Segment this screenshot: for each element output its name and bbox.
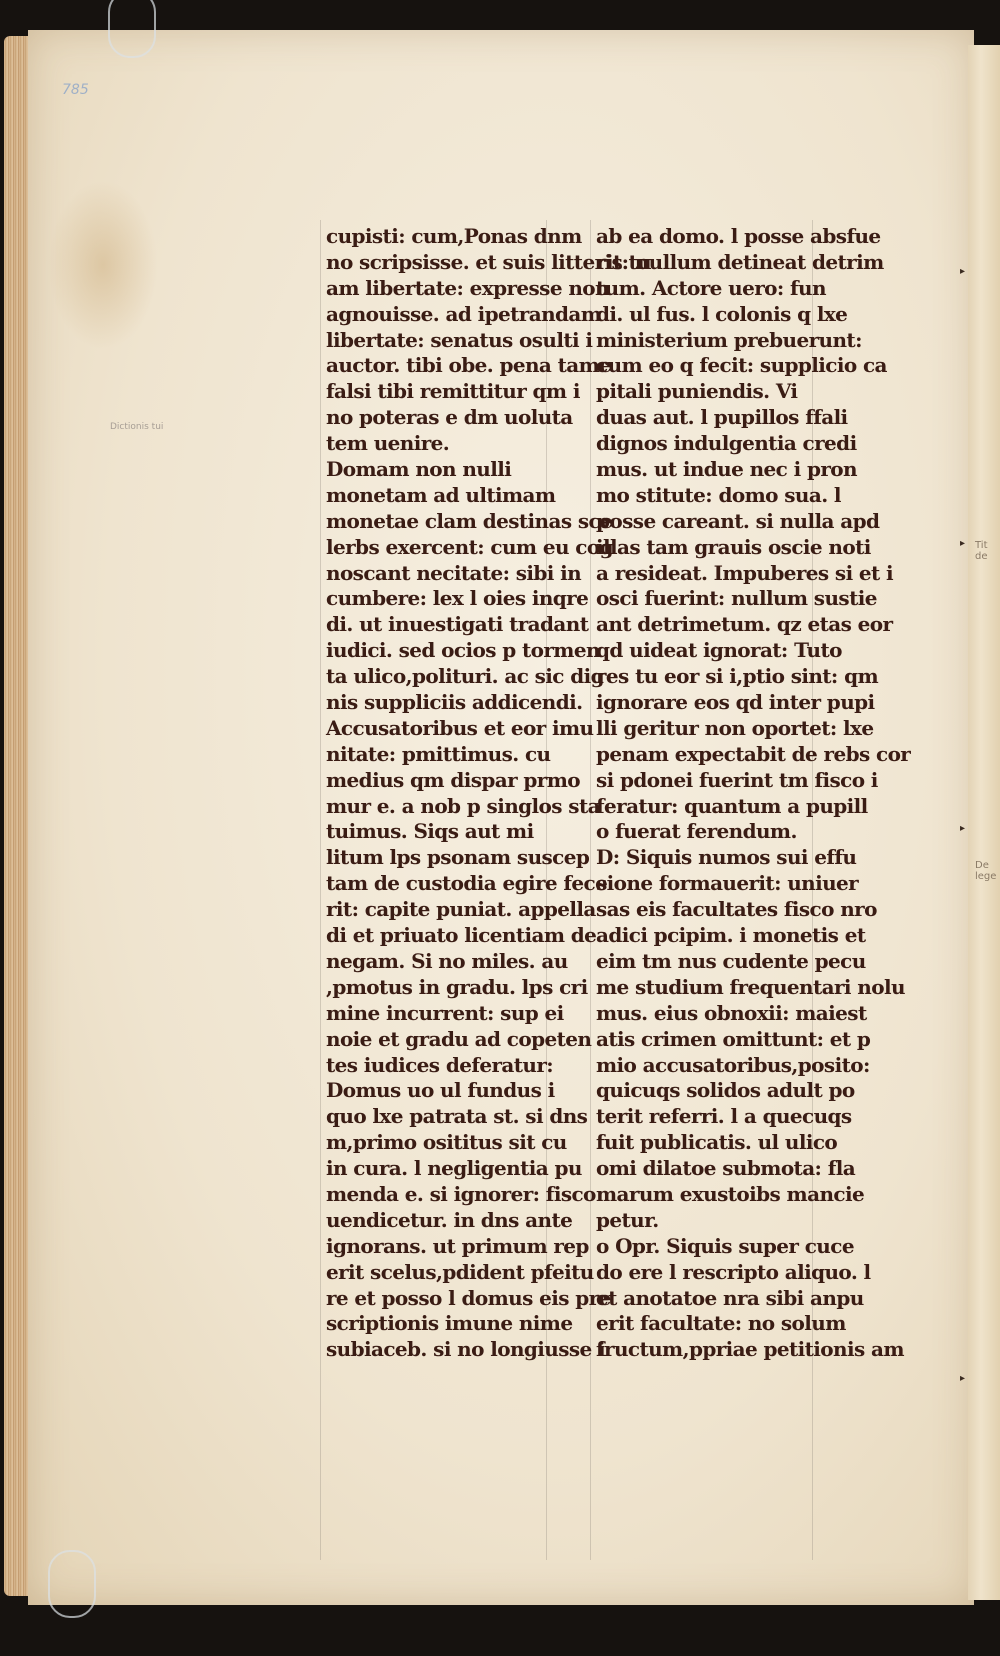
- text-line: nitate: pmittimus. cu: [326, 741, 551, 766]
- text-line: posse careant. si nulla apd: [596, 508, 880, 533]
- text-line: subiaceb. si no longiusse i: [326, 1337, 606, 1362]
- text-line: sione formauerit: uniuer: [596, 871, 859, 896]
- text-line: auctor. tibi obe. pena tame: [326, 353, 612, 378]
- text-line: o Opr. Siquis super cuce: [596, 1233, 854, 1258]
- text-line: m,primo osititus sit cu: [326, 1130, 567, 1155]
- text-line: petur.: [596, 1207, 659, 1232]
- text-line: tuimus. Siqs aut mi: [326, 819, 534, 844]
- text-line: a resideat. Impuberes si et i: [596, 560, 894, 585]
- text-line: no poteras e dm uoluta: [326, 405, 573, 430]
- text-line: agnouisse. ad ipetrandam: [326, 301, 602, 326]
- text-line: iudici. sed ocios p tormen: [326, 638, 600, 663]
- text-line: res tu eor si i,ptio sint: qm: [596, 664, 879, 689]
- ruling-line: [320, 220, 321, 1560]
- text-line: do ere l rescripto aliquo. l: [596, 1259, 871, 1284]
- text-line: lli geritur non oportet: lxe: [596, 715, 874, 740]
- gathering-mark: ▸: [960, 1373, 966, 1384]
- text-line: cum eo q fecit: supplicio ca: [596, 353, 887, 378]
- text-line: tam de custodia egire fece: [326, 871, 608, 896]
- text-line: ignorans. ut primum rep: [326, 1233, 589, 1258]
- leaf-note-2: De lege: [975, 860, 997, 882]
- text-line: lerbs exercent: cum eu cog: [326, 534, 613, 559]
- text-line: Domam non nulli: [326, 457, 512, 482]
- text-line: ant detrimetum. qz etas eor: [596, 612, 893, 637]
- text-line: osci fuerint: nullum sustie: [596, 586, 877, 611]
- text-line: tes iudices deferatur:: [326, 1052, 554, 1077]
- text-line: monetae clam destinas sce: [326, 508, 613, 533]
- text-line: ministerium prebuerunt:: [596, 327, 862, 352]
- text-line: litum lps psonam suscep: [326, 845, 590, 870]
- text-line: medius qm dispar prmo: [326, 767, 581, 792]
- text-line: di. ut inuestigati tradant: [326, 612, 589, 637]
- text-line: di et priuato licentiam de: [326, 923, 597, 948]
- text-line: adici pcipim. i monetis et: [596, 923, 866, 948]
- text-line: o fuerat ferendum.: [596, 819, 797, 844]
- text-line: di. ul fus. l colonis q lxe: [596, 301, 848, 326]
- text-line: penam expectabit de rebs cor: [596, 741, 911, 766]
- text-line: illas tam grauis oscie noti: [596, 534, 871, 559]
- text-line: Domus uo ul fundus i: [326, 1078, 555, 1103]
- text-line: fuit publicatis. ul ulico: [596, 1130, 838, 1155]
- text-line: me studium frequentari nolu: [596, 974, 905, 999]
- gathering-mark: ▸: [960, 823, 966, 834]
- text-line: cupisti: cum,Ponas dnm: [326, 224, 582, 248]
- gathering-mark: ▸: [960, 538, 966, 549]
- text-line: terit referri. l a quecuqs: [596, 1104, 852, 1129]
- text-line: rit: nullum detineat detrim: [596, 249, 884, 274]
- text-line: scriptionis imune nime: [326, 1311, 573, 1336]
- text-line: ab ea domo. l posse absfue: [596, 224, 881, 248]
- text-line: am libertate: expresse non: [326, 275, 609, 300]
- text-line: tum. Actore uero: fun: [596, 275, 826, 300]
- text-line: in cura. l negligentia pu: [326, 1156, 582, 1181]
- text-line: mus. eius obnoxii: maiest: [596, 1000, 867, 1025]
- text-line: marum exustoibs mancie: [596, 1181, 865, 1206]
- text-line: ta ulico,polituri. ac sic dig: [326, 664, 605, 689]
- text-line: nis suppliciis addicendi.: [326, 690, 583, 715]
- text-line: atis crimen omittunt: et p: [596, 1026, 871, 1051]
- text-line: no scripsisse. et suis litteris tu: [326, 249, 652, 274]
- margin-note: Dictionis tui: [110, 422, 164, 432]
- text-line: mo stitute: domo sua. l: [596, 482, 841, 507]
- text-line: noie et gradu ad copeten: [326, 1026, 592, 1051]
- text-line: erit facultate: no solum: [596, 1311, 846, 1336]
- text-line: fructum,ppriae petitionis am: [596, 1337, 904, 1362]
- text-line: cumbere: lex l oies inqre: [326, 586, 589, 611]
- text-line: omi dilatoe submota: fla: [596, 1156, 856, 1181]
- text-line: si pdonei fuerint tm fisco i: [596, 767, 878, 792]
- book-clip-bottom: [48, 1550, 96, 1618]
- text-line: mio accusatoribus,posito:: [596, 1052, 870, 1077]
- text-line: mus. ut indue nec i pron: [596, 457, 857, 482]
- text-line: tem uenire.: [326, 431, 450, 456]
- water-stain: [48, 180, 158, 350]
- text-line: monetam ad ultimam: [326, 482, 556, 507]
- text-line: Accusatoribus et eor imu: [326, 715, 594, 740]
- text-line: mine incurrent: sup ei: [326, 1000, 564, 1025]
- text-line: mur e. a nob p singlos sta: [326, 793, 600, 818]
- text-line: negam. Si no miles. au: [326, 948, 568, 973]
- text-line: rit: capite puniat. appella: [326, 897, 596, 922]
- text-line: feratur: quantum a pupill: [596, 793, 868, 818]
- text-line: pitali puniendis. Vi: [596, 379, 798, 404]
- book-clip-top: [108, 0, 156, 58]
- text-line: D: Siquis numos sui effu: [596, 845, 857, 870]
- text-line: libertate: senatus osulti i: [326, 327, 593, 352]
- leaf-note-1: Tit de: [975, 540, 988, 562]
- text-line: duas aut. l pupillos ffali: [596, 405, 848, 430]
- gathering-mark: ▸: [960, 266, 966, 277]
- text-line: sas eis facultates fisco nro: [596, 897, 877, 922]
- text-line: menda e. si ignorer: fisco: [326, 1181, 596, 1206]
- text-line: noscant necitate: sibi in: [326, 560, 582, 585]
- text-line: dignos indulgentia credi: [596, 431, 857, 456]
- text-line: re et posso l domus eis pre: [326, 1285, 611, 1310]
- text-line: uendicetur. in dns ante: [326, 1207, 573, 1232]
- text-line: et anotatoe nra sibi anpu: [596, 1285, 864, 1310]
- text-line: quo lxe patrata st. si dns: [326, 1104, 588, 1129]
- text-line: qd uideat ignorat: Tuto: [596, 638, 842, 663]
- text-line: falsi tibi remittitur qm i: [326, 379, 580, 404]
- text-line: ,pmotus in gradu. lps cri: [326, 974, 588, 999]
- text-column-right: [596, 224, 911, 1363]
- text-line: eim tm nus cudente pecu: [596, 948, 866, 973]
- text-line: quicuqs solidos adult po: [596, 1078, 855, 1103]
- next-leaf-edge: [968, 45, 1000, 1600]
- text-line: ignorare eos qd inter pupi: [596, 690, 875, 715]
- text-line: erit scelus,pdident pfeitu: [326, 1259, 594, 1284]
- folio-number: 785: [62, 82, 89, 98]
